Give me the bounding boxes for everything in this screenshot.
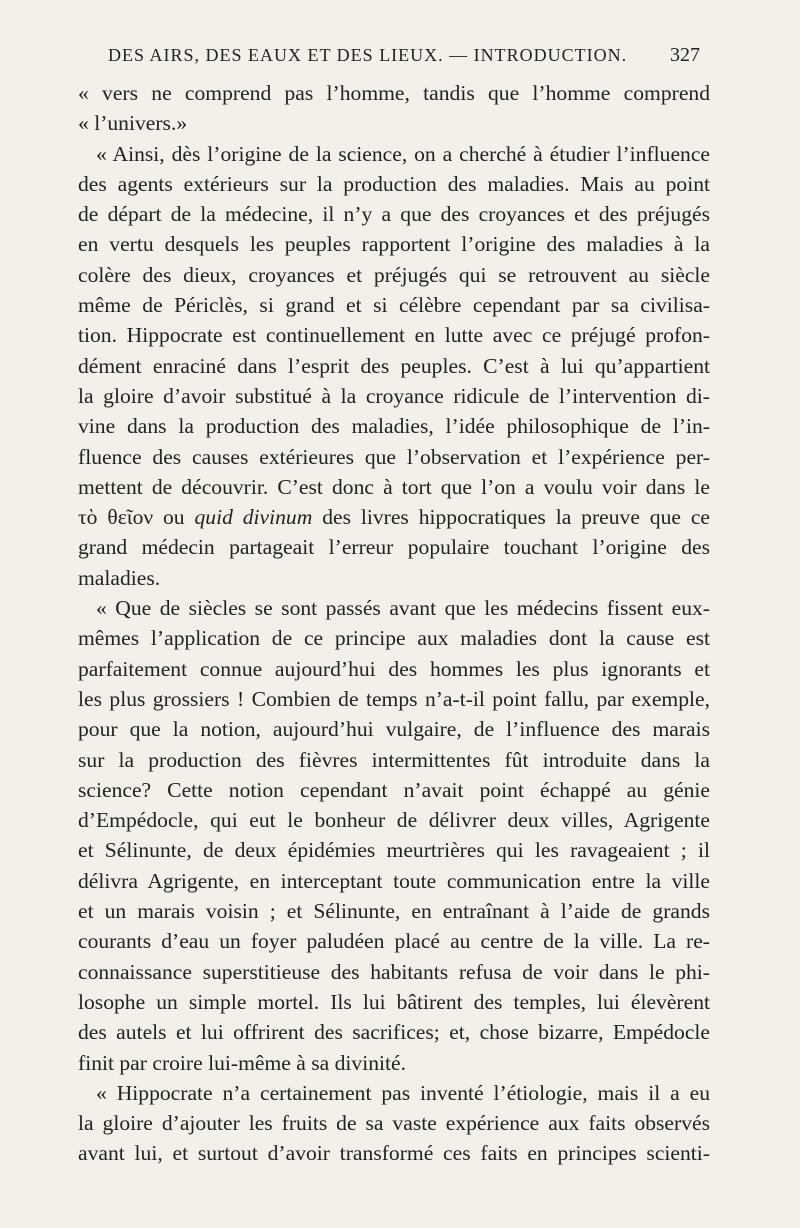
text-line: vine dans la production des maladies, l’idée philosophique de l’in-	[78, 414, 710, 439]
text-line: « l’univers.»	[78, 111, 188, 136]
body-text	[78, 78, 710, 1169]
text-line: science? Cette notion cependant n’avait point échappé au génie	[78, 777, 710, 802]
text-line: « Hippocrate n’a certainement pas inventé l’étiologie, mais il a eu	[96, 1080, 710, 1105]
text-line: en vertu desquels les peuples rapportent l’origine des maladies à la	[78, 232, 710, 257]
text-line: mettent de découvrir. C’est donc à tort que l’on a voulu voir dans le	[78, 474, 710, 499]
text-line: finit par croire lui-même à sa divinité.	[78, 1050, 406, 1075]
running-title: DES AIRS, DES EAUX ET DES LIEUX. — INTRODUCTION.	[108, 45, 628, 65]
text-line: dément enraciné dans l’esprit des peuples. C’est à lui qu’appartient	[78, 353, 710, 378]
text-line: mêmes l’application de ce principe aux maladies dont la cause est	[78, 626, 710, 651]
text-line: même de Périclès, si grand et si célèbre cependant par sa civilisa-	[78, 293, 710, 318]
text-line: fluence des causes extérieures que l’observation et l’expérience per-	[78, 444, 710, 469]
text-line: de départ de la médecine, il n’y a que des croyances et des préjugés	[78, 202, 710, 227]
text-line: d’Empédocle, qui eut le bonheur de délivrer deux villes, Agrigente	[78, 808, 710, 833]
text-line: des agents extérieurs sur la production des maladies. Mais au point	[78, 171, 710, 196]
page-number: 327	[670, 44, 700, 66]
text-line: et Sélinunte, de deux épidémies meurtrières qui les ravageaient ; il	[78, 838, 710, 863]
text-line: losophe un simple mortel. Ils lui bâtirent des temples, lui élevèrent	[78, 989, 710, 1014]
text-line: connaissance superstitieuse des habitants refusa de voir dans le phi-	[78, 959, 710, 984]
running-header	[108, 44, 700, 67]
text-line: et un marais voisin ; et Sélinunte, en entraînant à l’aide de grands	[78, 899, 710, 924]
text-line-mixed	[78, 502, 710, 532]
text-line: délivra Agrigente, en interceptant toute communication entre la ville	[78, 868, 710, 893]
text-line: grand médecin partageait l’erreur populaire touchant l’origine des	[78, 535, 710, 560]
text-line: « Ainsi, dès l’origine de la science, on a cherché à étudier l’influence	[96, 141, 710, 166]
text-line: « Que de siècles se sont passés avant que les médecins fissent eux-	[96, 596, 710, 621]
text-line: parfaitement connue aujourd’hui des hommes les plus ignorants et	[78, 656, 710, 681]
text-line: des autels et lui offrirent des sacrifices; et, chose bizarre, Empédocle	[78, 1020, 710, 1045]
text-line: maladies.	[78, 565, 161, 590]
text-line: courants d’eau un foyer paludéen placé au centre de la ville. La re-	[78, 929, 710, 954]
text-line: avant lui, et surtout d’avoir transformé ces faits en principes scienti-	[78, 1141, 710, 1166]
greek-phrase: τὸ θεῖον ou	[78, 505, 195, 530]
text-line: sur la production des fièvres intermittentes fût introduite dans la	[78, 747, 710, 772]
text-line: colère des dieux, croyances et préjugés qui se retrouvent au siècle	[78, 262, 710, 287]
latin-phrase: quid divinum	[194, 505, 313, 530]
text-fragment: des livres hippocratiques la preuve que ce	[312, 505, 710, 530]
text-line: tion. Hippocrate est continuellement en lutte avec ce préjugé profon-	[78, 323, 710, 348]
text-line: la gloire d’avoir substitué à la croyance ridicule de l’intervention di-	[78, 383, 710, 408]
text-line: la gloire d’ajouter les fruits de sa vaste expérience aux faits observés	[78, 1111, 710, 1136]
text-line: « vers ne comprend pas l’homme, tandis que l’homme comprend	[78, 81, 710, 105]
text-line: pour que la notion, aujourd’hui vulgaire, de l’influence des marais	[78, 717, 710, 742]
text-line: les plus grossiers ! Combien de temps n’a-t-il point fallu, par exemple,	[78, 686, 710, 711]
